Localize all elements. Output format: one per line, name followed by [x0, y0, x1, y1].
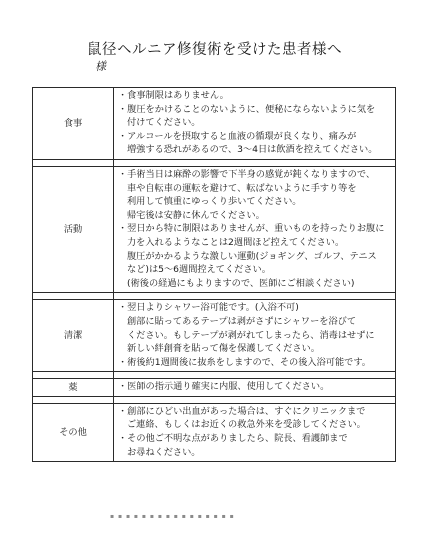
text-line: など)は5～6週間控えてください。 [127, 264, 271, 276]
text-line: 利用して慎重にゆっくり歩いてください。 [127, 196, 302, 208]
section-label-medicine: 薬 [33, 379, 114, 397]
text-line: 付けてください。 [127, 117, 201, 129]
section-body-medicine [114, 379, 396, 397]
text-line: お尋ねください。 [127, 446, 201, 458]
table-row-medicine [33, 379, 396, 397]
spacer-cell [33, 372, 114, 379]
section-body-meal [114, 88, 396, 160]
spacer-cell [33, 293, 114, 300]
spacer-cell [114, 396, 396, 403]
spacer-cell [114, 372, 396, 379]
spacer-cell [33, 396, 114, 403]
section-label-activity: 活動 [33, 166, 114, 292]
text-line: 力を入れるようなことは2週間ほど控えてください。 [127, 236, 345, 248]
table-row-spacer [33, 293, 396, 300]
scan-footer-mark: ▪ ▪ ▪ ▪ ▪ ▪ ▪ ▪ ▪ ▪ ▪ ▪ ▪ ▪ ▪ ▪ [110, 513, 235, 520]
section-body-activity [114, 166, 396, 292]
table-row-activity [33, 166, 396, 292]
text-line: 新しい絆創膏を貼って傷を保護してください。 [127, 343, 320, 355]
section-body-hygiene [114, 300, 396, 372]
spacer-cell [114, 293, 396, 300]
text-line: ご連絡、もしくはお近くの救急外来を受診してください。 [127, 419, 366, 431]
text-line: 腹圧がかかるような激しい運動(ジョギング、ゴルフ、テニス [127, 250, 377, 262]
text-line: 帰宅後は安静に休んでください。 [127, 209, 265, 221]
spacer-cell [33, 159, 114, 166]
table-row-hygiene [33, 300, 396, 372]
table-row-spacer [33, 159, 396, 166]
text-line: ・術後約1週間後に抜糸をしますので、その後入浴可能です。 [118, 356, 371, 368]
text-line: ・その他ご不明な点がありましたら、院長、看護師まで [118, 433, 348, 445]
table-row-spacer [33, 396, 396, 403]
text-line: ください。もしテープが剥がれてしまったら、消毒はせずに [127, 329, 375, 341]
text-line: 増強する恐れがあるので、3～4日は飲酒を控えてください。 [127, 144, 378, 156]
text-line: ・医師の指示通り確実に内服、使用してください。 [118, 381, 330, 393]
text-line: ・手術当日は麻酔の影響で下半身の感覚が鈍くなりますので、 [118, 168, 376, 180]
text-line: ・アルコールを摂取すると血液の循環が良くなり、痛みが [118, 130, 357, 142]
spacer-cell [114, 159, 396, 166]
text-line: ・翌日から特に制限はありませんが、重いものを持ったりお腹に [118, 223, 385, 235]
table-row-meal [33, 88, 396, 160]
table-row-spacer [33, 372, 396, 379]
handwritten-note: 様 [94, 59, 107, 74]
section-label-other: その他 [33, 403, 114, 461]
text-line: ・翌日よりシャワー浴可能です。(入浴不可) [118, 302, 299, 314]
text-line: ・食事制限はありません。 [118, 90, 229, 101]
text-line: 創部に貼ってあるテープは剥がさずにシャワーを浴びて [127, 315, 357, 327]
section-label-hygiene: 清潔 [33, 300, 114, 372]
section-label-meal: 食事 [33, 88, 114, 160]
section-body-other [114, 403, 396, 461]
care-instructions-table [32, 87, 396, 462]
text-line: (術後の経過にもよりますので、医師にご相談ください) [127, 277, 355, 289]
table-row-other [33, 403, 396, 461]
text-line: 車や自転車の運転を避けて、転ばないように手すり等を [127, 182, 357, 194]
text-line: ・腹圧をかけることのないように、便秘にならないように気を [118, 103, 376, 115]
page-title: 鼠径ヘルニア修復術を受けた患者様へ [87, 42, 342, 58]
text-line: ・創部にひどい出血があった場合は、すぐにクリニックまで [118, 405, 366, 417]
